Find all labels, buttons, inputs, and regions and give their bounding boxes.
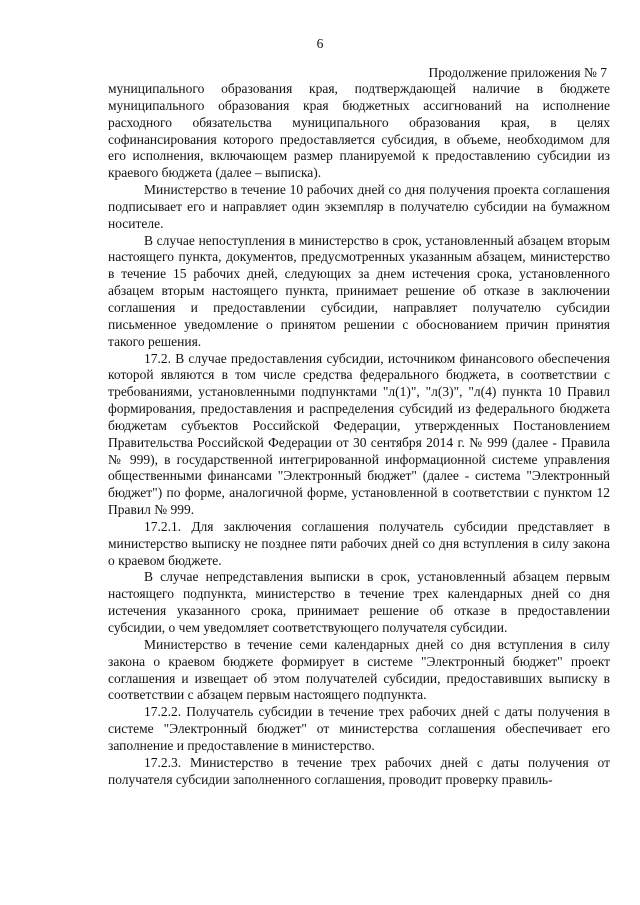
paragraph-17-2-3: 17.2.3. Министерство в течение трех рабочих дней с даты получения от получателя субсидии заполненного соглашения, проводит проверку правиль- (108, 754, 610, 787)
paragraph-17-2-1: 17.2.1. Для заключения соглашения получатель субсидии представляет в министерство выписку не позднее пяти рабочих дней со дня вступления в силу закона о краевом бюджете. (108, 518, 610, 568)
appendix-continuation-label: Продолжение приложения № 7 (428, 65, 607, 80)
document-body (108, 81, 610, 788)
paragraph-continued: муниципального образования края, подтверждающей наличие в бюджете муниципального образования края бюджетных ассигнований на исполнение расходного обязательства муниципального образования края, в целях софинансирования которого предоставляется субсидия, в объеме, необходимом для его исполнения, включающем размер планируемой к предоставлению субсидии из краевого бюджета (далее – выписка). (108, 81, 610, 181)
page-number: 6 (316, 36, 324, 51)
paragraph-17-2: 17.2. В случае предоставления субсидии, источником финансового обеспечения которой являются в том числе средства федерального бюджета, в соответствии с требованиями, установленными подпунктами "л(1)", "л(3)", "л(4) пункта 10 Правил формирования, предоставления и распределения субсидий из федерального бюджета бюджетам субъектов Российской Федерации, утвержденных Постановлением Правительства Российской Федерации от 30 сентября 2014 г. № 999 (далее - Правила № 999), в государственной интегрированной информационной системе управления общественными финансами "Электронный бюджет" (далее - система "Электронный бюджет") по форме, аналогичной форме, установленной в соответствии с пунктом 12 Правил № 999. (108, 350, 610, 518)
paragraph: В случае непредставления выписки в срок, установленный абзацем первым настоящего подпункта, министерство в течение трех календарных дней со дня истечения указанного срока, принимает решение об отказе в предоставлении субсидии, о чем уведомляет соответствующего получателя субсидии. (108, 569, 610, 635)
paragraph: В случае непоступления в министерство в срок, установленный абзацем вторым настоящего пункта, документов, предусмотренных указанным абзацем, министерство в течение 15 рабочих дней, следующих за днем истечения срока, установленного абзацем вторым настоящего пункта, принимает решение об отказе в заключении соглашения и предоставлении субсидии, направляет получателю субсидии письменное уведомление о принятом решении с обоснованием причин принятия такого решения. (108, 232, 610, 349)
paragraph: Министерство в течение семи календарных дней со дня вступления в силу закона о краевом бюджете формирует в системе "Электронный бюджет" проект соглашения и извещает об этом получателей субсидии, предоставивших выписку в соответствии с абзацем первым настоящего подпункта. (108, 636, 610, 703)
paragraph-17-2-2: 17.2.2. Получатель субсидии в течение трех рабочих дней с даты получения в системе "Электронный бюджет" от министерства соглашения обеспечивает его заполнение и предоставление в министерство. (108, 704, 610, 753)
paragraph: Министерство в течение 10 рабочих дней со дня получения проекта соглашения подписывает его и направляет один экземпляр в получателю субсидии на бумажном носителе. (108, 182, 610, 231)
